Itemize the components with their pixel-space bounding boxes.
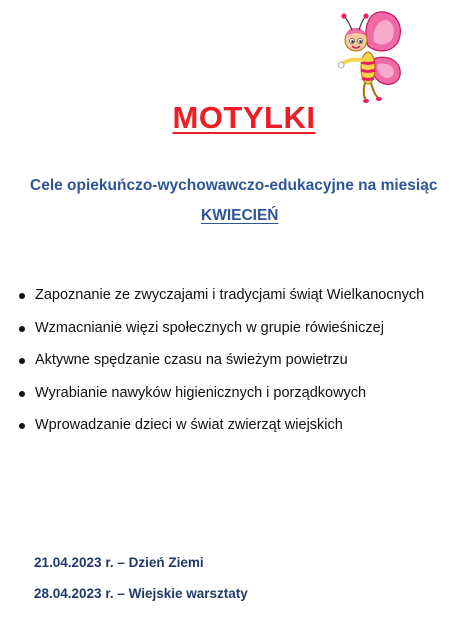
goal-item	[14, 416, 470, 449]
goals-list	[14, 286, 470, 449]
goal-item	[14, 384, 470, 417]
goal-text: Wyrabianie nawyków higienicznych i porządkowych	[35, 384, 367, 401]
events-list	[34, 555, 454, 617]
bullet-icon	[19, 326, 25, 332]
goal-item	[14, 319, 470, 352]
bullet-icon	[19, 358, 25, 364]
goal-item	[14, 286, 470, 319]
goal-text: Aktywne spędzanie czasu na świeżym powietrzu	[35, 352, 348, 368]
bullet-icon	[19, 293, 25, 299]
event-item: 21.04.2023 r. – Dzień Ziemi	[34, 555, 204, 570]
bullet-icon	[19, 423, 25, 429]
butterfly-illustration	[332, 8, 406, 108]
goal-item	[14, 351, 470, 384]
event-item: 28.04.2023 r. – Wiejskie warsztaty	[34, 586, 248, 601]
goals-heading: Cele opiekuńczo-wychowawczo-edukacyjne na miesiąc	[30, 177, 438, 194]
goal-text: Wprowadzanie dzieci w świat zwierząt wiejskich	[35, 417, 343, 433]
bullet-icon	[19, 391, 25, 397]
month-heading: KWIECIEŃ	[201, 207, 279, 224]
page-title: MOTYLKI	[172, 100, 316, 135]
goal-text: Zapoznanie ze zwyczajami i tradycjami świąt Wielkanocnych	[35, 287, 425, 303]
goal-text: Wzmacnianie więzi społecznych w grupie rówieśniczej	[35, 319, 384, 336]
